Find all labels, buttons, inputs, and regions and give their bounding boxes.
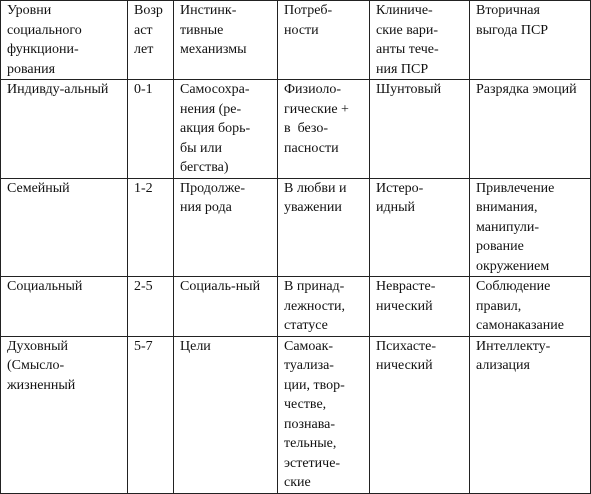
header-text-line: механизмы xyxy=(180,42,247,57)
header-text-line: Уровни xyxy=(7,3,52,18)
cell-text-line: Физиоло- xyxy=(284,82,342,97)
cell-text-line: Индивду-альный xyxy=(7,82,109,97)
header-cell-age xyxy=(128,1,174,80)
table-cell xyxy=(278,277,370,337)
table-row xyxy=(1,277,591,337)
cell-text-line: Социальный xyxy=(7,279,83,294)
cell-text-line: Шунтовый xyxy=(376,82,442,97)
table-cell xyxy=(470,80,591,179)
cell-text-line: Самоак- xyxy=(284,338,334,354)
table-cell xyxy=(470,336,591,493)
table-cell xyxy=(278,80,370,179)
cell-text-line: ские xyxy=(284,475,311,490)
header-text-line: аст xyxy=(134,22,153,38)
table-cell xyxy=(128,178,174,277)
cell-text-line: уважении xyxy=(284,200,342,215)
cell-text-line: Социаль-ный xyxy=(180,279,261,294)
header-cell-instincts xyxy=(174,1,278,80)
cell-text-line: в безо- xyxy=(284,121,329,136)
cell-text-line: манипули- xyxy=(476,219,539,235)
header-text-line: ские вари- xyxy=(376,22,439,38)
header-cell-needs xyxy=(278,1,370,80)
cell-text-line: внимания, xyxy=(476,200,538,215)
cell-text-line: честве, xyxy=(284,397,327,412)
cell-text-line: жизненный xyxy=(7,377,76,393)
header-text-line: ния ПСР xyxy=(376,61,429,77)
cell-text-line: тельные, xyxy=(284,436,337,451)
cell-text-line: лежности, xyxy=(284,298,346,314)
table-row xyxy=(1,336,591,493)
table-cell xyxy=(470,277,591,337)
header-text-line: социального xyxy=(7,22,82,38)
table-cell xyxy=(278,178,370,277)
header-text-line: лет xyxy=(134,42,154,57)
table-cell xyxy=(278,336,370,493)
table-cell xyxy=(1,80,128,179)
header-text-line: Инстинк- xyxy=(180,3,237,18)
cell-text-line: Продолже- xyxy=(180,180,245,196)
cell-text-line: Самосохра- xyxy=(180,82,250,97)
table-cell xyxy=(370,336,470,493)
cell-text-line: Разрядка эмоций xyxy=(476,82,577,97)
cell-text-line: нический xyxy=(376,358,433,373)
cell-text-line: Привлечение xyxy=(476,180,555,196)
header-cell-levels xyxy=(1,1,128,80)
cell-text-line: окружением xyxy=(476,258,550,274)
table-cell xyxy=(370,277,470,337)
cell-text-line: гические + xyxy=(284,101,349,117)
cell-text-line: Истеро- xyxy=(376,180,424,196)
cell-text-line: бегства) xyxy=(180,160,229,175)
header-text-line: тивные xyxy=(180,22,224,38)
cell-text-line: В принад- xyxy=(284,279,345,294)
table-cell xyxy=(174,277,278,337)
header-text-line: анты тече- xyxy=(376,42,439,57)
cell-text-line: акция борь- xyxy=(180,121,251,136)
cell-text-line: познава- xyxy=(284,416,336,432)
cell-text-line: идный xyxy=(376,200,416,215)
table-cell xyxy=(174,178,278,277)
cell-text-line: (Смысло- xyxy=(7,358,65,373)
cell-text-line: эстетиче- xyxy=(284,455,341,471)
table-cell xyxy=(128,80,174,179)
cell-text-line: ния рода xyxy=(180,200,232,215)
cell-text-line: рование xyxy=(476,239,524,254)
header-text-line: Клиниче- xyxy=(376,3,433,18)
cell-text-line: туализа- xyxy=(284,358,334,373)
table-cell xyxy=(470,178,591,277)
cell-text-line: нический xyxy=(376,298,433,314)
cell-text-line: Семейный xyxy=(7,180,70,196)
cell-text-line: 1-2 xyxy=(134,180,153,196)
cell-text-line: ции, твор- xyxy=(284,377,345,393)
cell-text-line: правил, xyxy=(476,298,522,314)
cell-text-line: бы или xyxy=(180,140,222,156)
table-cell xyxy=(128,277,174,337)
table-cell xyxy=(370,80,470,179)
header-row xyxy=(1,1,591,80)
table-cell xyxy=(1,277,128,337)
cell-text-line: самонаказание xyxy=(476,318,564,333)
header-text-line: функциони- xyxy=(7,42,79,57)
cell-text-line: ализация xyxy=(476,358,530,373)
cell-text-line: Неврасте- xyxy=(376,279,436,294)
header-text-line: выгода ПСР xyxy=(476,22,549,38)
table-row xyxy=(1,178,591,277)
header-cell-clinical-variants xyxy=(370,1,470,80)
cell-text-line: 2-5 xyxy=(134,279,153,294)
table-cell xyxy=(370,178,470,277)
cell-text-line: Интеллекту- xyxy=(476,338,551,354)
header-text-line: ности xyxy=(284,22,319,38)
cell-text-line: нения (ре- xyxy=(180,101,242,117)
table-cell xyxy=(174,80,278,179)
cell-text-line: Духовный xyxy=(7,338,69,354)
table-cell xyxy=(1,336,128,493)
cell-text-line: пасности xyxy=(284,140,339,156)
cell-text-line: В любви и xyxy=(284,180,347,196)
cell-text-line: 0-1 xyxy=(134,82,153,97)
header-cell-secondary-gain xyxy=(470,1,591,80)
table-cell xyxy=(1,178,128,277)
header-text-line: рования xyxy=(7,61,56,77)
cell-text-line: 5-7 xyxy=(134,338,153,354)
table-cell xyxy=(174,336,278,493)
header-text-line: Вторичная xyxy=(476,3,540,18)
cell-text-line: Соблюдение xyxy=(476,279,551,294)
table-row xyxy=(1,80,591,179)
header-text-line: Возр xyxy=(134,3,163,18)
cell-text-line: Психасте- xyxy=(376,338,437,354)
cell-text-line: Цели xyxy=(180,338,211,354)
cell-text-line: статусе xyxy=(284,318,328,333)
header-text-line: Потреб- xyxy=(284,3,333,18)
table-cell xyxy=(128,336,174,493)
